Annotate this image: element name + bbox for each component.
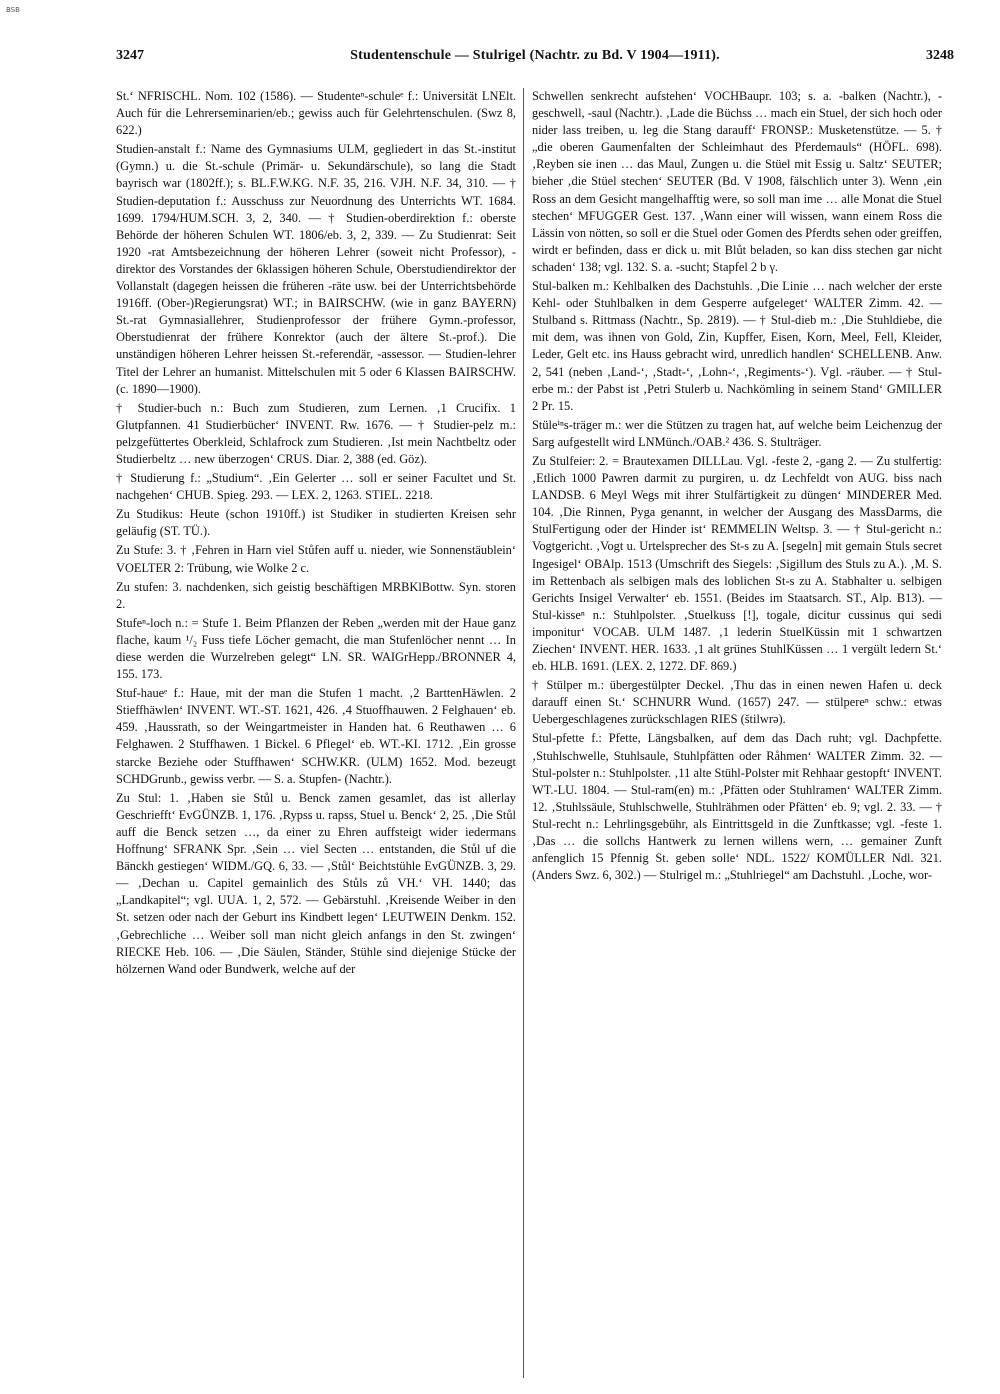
library-stamp: BSB xyxy=(6,6,20,14)
entry-paragraph: St.‘ NFRISCHL. Nom. 102 (1586). — Studenteⁿ-schuleᵉ f.: Universität LNElt. Auch für die Lehrerseminarien/eb.; gewiss auch für Gelehrtenschulen. (Swz 8, 622.) xyxy=(116,89,516,138)
entry-paragraph: Zu stufen: 3. nachdenken, sich geistig beschäftigen MRBKlBottw. Syn. storen 2. xyxy=(116,579,516,611)
entry-paragraph: Stüleⁱⁿs-träger m.: wer die Stützen zu tragen hat, auf welche beim Leichenzug der Sarg aufgestellt wird LNMünch./OAB.² 436. S. Stulträger. xyxy=(532,417,942,449)
page-number-left: 3247 xyxy=(116,48,144,63)
entry-paragraph: Zu Stul: 1. ‚Haben sie Stůl u. Benck zamen gesamlet, das ist allerlay Geschriefft‘ EvGÜNZB. 1, 176. ‚Rypss u. rapss, Stuel u. Benck‘ 2, 25. ‚Die Stůl auff die Benck setzen …, da einer zu Ehren auffsteigt wider iedermans Hoffnung‘ SFRANK Spr. ‚Sein … viel Secten … entstanden, die Stůl uf die Bänckh gestiegen‘ WIDM./GQ. 6, 33. — ‚Stůl‘ Beichtstühle EvGÜNZB. 3, 29. — ‚Dechan u. Capitel gemainlich des Stůls zů VH.‘ VH. 1440; das „Landkapitel“; vgl. UUA. 1, 2, 572. — Gebärstuhl. ‚Kreisende Weiber in den St. setzen oder nach der Geburt ins Kindbett legen‘ LEUTWEIN Denkm. 152. ‚Gebrechliche … Weiber soll man nicht gleich anfangs in den St. zwingen‘ RIECKE Heb. 106. — ‚Die Säulen, Ständer, Stühle sind diejenige Stücke der hölzernen Wand oder Bundwerk, welche auf der xyxy=(116,790,516,976)
entry-paragraph: Stuf-haueᵉ f.: Haue, mit der man die Stufen 1 macht. ‚2 BarttenHäwlen. 2 Stieffhäwlen‘ INVENT. WT.-ST. 1621, 426. ‚4 Stuoffhauwen. 2 Felghauen‘ eb. 459. ‚Haussrath, so der Weingartmeister in Handen hat. 6 Reuthawen … 6 Felghawen. 2 Stuffhawen. 1 Bickel. 6 Pflegel‘ eb. WT.-KI. 1712. ‚Ein grosse starcke Beziehe oder Stuffhawen‘ SCHW.KR. (ULM) 1652. Mod. bezeugt SCHDGrunb., gewiss verbr. — S. a. Stupfen- (Nachtr.). xyxy=(116,686,516,786)
entry-paragraph: † Studier-buch n.: Buch zum Studieren, zum Lernen. ‚1 Crucifix. 1 Glutpfannen. 41 Studierbücher‘ INVENT. Rw. 1676. — † Studier-pelz m.: pelzgefüttertes Oberkleid, Schlafrock zum Studieren. ‚Ist mein Nachtbeltz oder Studierbeltz … new überzogen‘ CRUS. Diar. 2, 388 (ed. Göz). xyxy=(116,400,516,466)
entry-paragraph: Stufeⁿ-loch n.: = Stufe 1. Beim Pflanzen der Reben „werden mit der Haue ganz flache, kaum ¹/₂ Fuss tiefe Löcher gemacht, die man Stufenlöcher nennt … In diese werden die Wurzelreben gelegt“ LN. SR. WAIGrHepp./BRONNER 4, 155. 173. xyxy=(116,615,516,682)
running-header xyxy=(116,48,954,70)
column-divider xyxy=(523,88,524,1378)
entry-paragraph: † Stülper m.: übergestülpter Deckel. ‚Thu das in einen newen Hafen u. deck darauff einen St.‘ SCHNURR Wund. (1657) 247. — stülpereⁿ schw.: etwas Uebergeschlagenes zurückschlagen RIES (štilwrə). xyxy=(532,678,942,727)
entry-paragraph: Zu Stulfeier: 2. = Brautexamen DILLLau. Vgl. -feste 2, -gang 2. — Zu stulfertig: ‚Etlich 1000 Pawren darmit zu purgiren, u. dz Lechfeldt von AUG. biss nach LANDSB. 6 Meyl Wegs mit ihrer Stulfärtigkeit zu düngen‘ MINDERER Med. 104. ‚Die Rinnen, Pyga genannt, in welcher der Ausgang des MassDarms, die StulFertigung oder der Hinder ist‘ REMMELIN Weltsp. 3. — † Stul-gericht n.: Vogtgericht. ‚Vogt u. Urtelsprecher des St-s zu A. [segeln] mit gemain Stuls secret Ingesigel‘ OBAlp. 1513 (Umschrift des Siegels: ‚Sigillum des Stuls zu A.). ‚M. S. im Rettenbach als selbigen mals des loblichen St-s zu A. Stabhalter u. selbigen Gerichts Insigel Verwalter‘ eb. 1551. (Beides im Staatsarch. ST., Alp. B13). — Stul-kisseⁿ n.: Stuhlpolster. ‚Stuelkuss [!], togale, dicitur cussinus qui sedi imponitur‘ VOCAB. ULM 1487. ‚1 lederin StuelKüssin mit 1 schwartzen Ziechen‘ INVENT. HER. 1633. ‚1 alt grünes StuhlKüssen … 1 vergült ledern St.‘ eb. HLB. 1691. (LEX. 2, 1272. DF. 869.) xyxy=(532,453,942,674)
right-column xyxy=(532,88,942,1388)
left-column xyxy=(116,88,516,1388)
entry-paragraph: Stul-balken m.: Kehlbalken des Dachstuhls. ‚Die Linie … nach welcher der erste Kehl- oder Stuhlbalken in dem Gesperre aufgeleget‘ WALTER Zimm. 42. — Stulband s. Rittmass (Nachtr., Sp. 2819). — † Stul-dieb m.: ‚Die Stuhldiebe, die mit dem, was ihnen von Gold, Zin, Kupffer, Eisen, Korn, Meel, Fell, Kleider, Leder, Gelt etc. ins Hauss gebracht wird, unredlich handlen‘ SCHELLENB. Anw. 2, 541 (neben ‚Land-‘, ‚Stadt-‘, ‚Lohn-‘, ‚Regiments-‘). Vgl. -räuber. — † Stul-erbe m.: der Pabst ist ‚Petri Stulerb u. Nachkömling in seinem Stand‘ GMILLER 2 Pr. 15. xyxy=(532,279,942,413)
running-title: Studentenschule — Stulrigel (Nachtr. zu Bd. V 1904—1911). xyxy=(350,48,720,63)
page-number-right: 3248 xyxy=(926,48,954,63)
entry-paragraph: Zu Studikus: Heute (schon 1910ff.) ist Studiker in studierten Kreisen sehr geläufig (ST. TÜ.). xyxy=(116,507,516,539)
entry-paragraph: Zu Stufe: 3. † ‚Fehren in Harn viel Stůfen auff u. nieder, wie Sonnenstäublein‘ VOELTER 2: Trübung, wie Wolke 2 c. xyxy=(116,543,516,575)
entry-paragraph: † Studierung f.: „Studium“. ‚Ein Gelerter … soll er seiner Facultet und St. nachgehen‘ CHUB. Spieg. 293. — LEX. 2, 1263. STIEL. 2218. xyxy=(116,471,516,503)
entry-paragraph: Stul-pfette f.: Pfette, Längsbalken, auf dem das Dach ruht; vgl. Dachpfette. ‚Stuhlschwelle, Stuhlsaule, Stuhlpfätten oder Råhmen‘ WALTER Zimm. 32. — Stul-polster n.: Stuhlpolster. ‚11 alte Stühl-Polster mit Rehhaar gestopft‘ INVENT. WT.-LU. 1804. — Stul-ram(en) m.: ‚Pfätten oder Stuhlramen‘ WALTER Zimm. 12. ‚Stuhlssäule, Stuhlschwelle, Stuhlrähmen oder Pfätten‘ eb. 9; vgl. 2. 33. — † Stul-recht n.: Lehrlingsgebühr, als Eintrittsgeld in die Zunftkasse; vgl. -feste 1. ‚Das … die sollchs Hantwerk zu lernen willens wern, … gemainer Zunft anfenglich 15 Pfennig St. geben solle‘ NDL. 1522/ KOMÜLLER Ndl. 321. (Anders Swz. 6, 302.) — Stulrigel m.: „Stuhlriegel“ am Dachstuhl. ‚Loche, wor- xyxy=(532,731,942,883)
entry-paragraph: Schwellen senkrecht aufstehen‘ VOCHBaupr. 103; s. a. -balken (Nachtr.), -geschwell, -saul (Nachtr.). ‚Lade die Büchss … mach ein Stuel, der sich hoch oder nider lass treiben, u. leg die Stang darauff‘ FRONSP.: Musketenstütze. — 5. † „die oberen Gaumenfalten der Schleimhaut des Pferdemauls“ (HÖFL. 698). ‚Reyben sie inen … das Maul, Zungen u. die Stüel mit Essig u. Saltz‘ SEUTER; bieher ‚die Stüel stechen‘ SEUTER (Bd. V 1908, fälschlich unter 3). Wenn ‚ein Ross an dem Gesicht mangelhafftig were, so soll man ime … alle Monat die Stuel stechen‘ MFUGGER Gest. 137. ‚Wann einer will wissen, wann einem Ross die Lässin von nötten, so soll er die Stuel oder Gomen des Pferdts sehen oder greiffen, wirdt er befinden, dass er dick u. mit Blůt beladen, so kan diss stechen gar nicht schaden‘ 138; vgl. 132. S. a. -sucht; Stapfel 2 b γ. xyxy=(532,89,942,274)
entry-paragraph: Studien-anstalt f.: Name des Gymnasiums ULM, gegliedert in das St.-institut (Gymn.) u. die St.-schule (Primär- u. Sekundärschule), so lang die Stadt bayrisch war (1802ff.); s. BL.F.W.KG. N.F. 35, 216. VJH. N.F. 34, 310. — † Studien-deputation f.: Ausschuss zur Neuordnung des Unterrichts WT. 1684. 1699. 1794/HUM.SCH. 3, 2, 340. — † Studien-oberdirektion f.: oberste Behörde der höheren Schulen WT. 1806/eb. 3, 2, 339. — Zu Studienrat: Seit 1920 -rat Amtsbezeichnung der höheren Lehrer (soweit nicht Professor), -direktor des Vorstandes der 6klassigen höheren Schule, Oberstudiendirektor der Vollanstalt (dagegen heissen die früheren -räte usw. bei der Unterrichtsbehörde 1916ff. (Ober-)Regierungsrat) WT.; in BAIRSCHW. (wie in ganz BAYERN) St.-rat Gymnasiallehrer, Studienprofessor der frühere Gymn.-professor, Oberstudienrat der frühere Konrektor (auch der ältere St.-prof.). Die unständigen höheren Lehrer heissen St.-referendär, -assessor. — Studien-lehrer Titel der Lehrer an humanist. Mittelschulen mit 5 oder 6 Klassen BAIRSCHW. (c. 1890—1900). xyxy=(116,142,516,396)
